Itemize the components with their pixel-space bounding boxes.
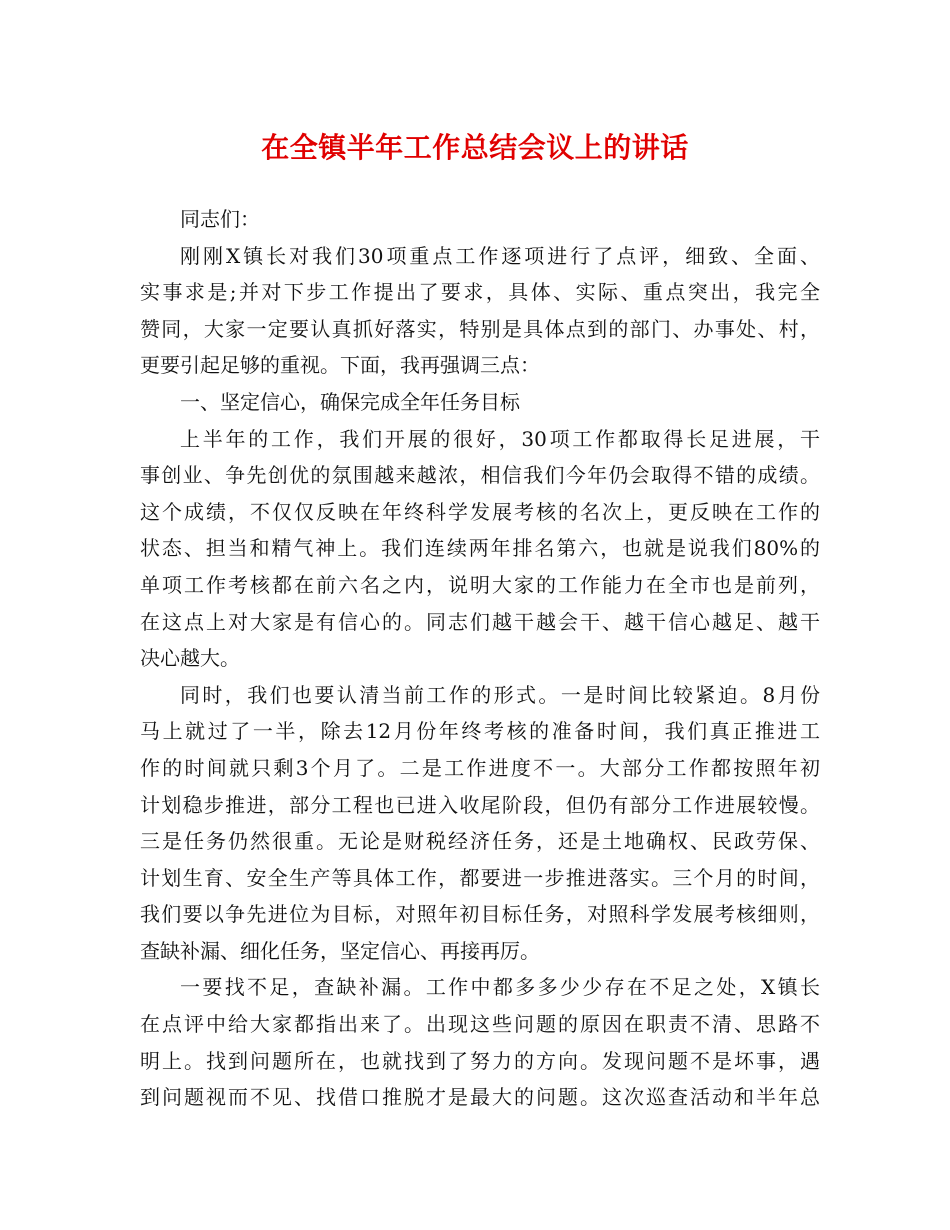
body-line: 我们要以争先进位为目标，对照年初目标任务，对照科学发展考核细则， [140, 902, 820, 927]
body-line: 这个成绩，不仅仅反映在年终科学发展考核的名次上，更反映在工作的 [140, 499, 820, 524]
body-line: 单项工作考核都在前六名之内，说明大家的工作能力在全市也是前列， [140, 572, 820, 597]
body-line: 查缺补漏、细化任务，坚定信心、再接再厉。 [140, 938, 540, 963]
body-line: 一、坚定信心，确保完成全年任务目标 [180, 389, 520, 414]
body-line: 决心越大。 [140, 646, 240, 671]
body-line: 事创业、争先创优的氛围越来越浓，相信我们今年仍会取得不错的成绩。 [140, 463, 820, 488]
body-line: 在点评中给大家都指出来了。出现这些问题的原因在职责不清、思路不 [140, 1012, 820, 1037]
body-line: 计划生育、安全生产等具体工作，都要进一步推进落实。三个月的时间， [140, 865, 820, 890]
body-line: 上半年的工作，我们开展的很好，30项工作都取得长足进展，干 [180, 426, 820, 451]
body-line: 马上就过了一半，除去12月份年终考核的准备时间，我们真正推进工 [140, 719, 820, 744]
body-line: 状态、担当和精气神上。我们连续两年排名第六，也就是说我们80%的 [140, 536, 820, 561]
body-line: 一要找不足，查缺补漏。工作中都多多少少存在不足之处，X镇长 [180, 975, 820, 1000]
body-line: 赞同，大家一定要认真抓好落实，特别是具体点到的部门、办事处、村， [140, 316, 820, 341]
document-title: 在全镇半年工作总结会议上的讲话 [261, 131, 689, 164]
body-line: 明上。找到问题所在，也就找到了努力的方向。发现问题不是坏事，遇 [140, 1048, 820, 1073]
body-line: 到问题视而不见、找借口推脱才是最大的问题。这次巡查活动和半年总 [140, 1085, 820, 1110]
body-line: 作的时间就只剩3个月了。二是工作进度不一。大部分工作都按照年初 [140, 755, 820, 780]
body-line: 计划稳步推进，部分工程也已进入收尾阶段，但仍有部分工作进展较慢。 [140, 792, 820, 817]
body-line: 更要引起足够的重视。下面，我再强调三点： [140, 353, 540, 378]
body-line: 刚刚X镇长对我们30项重点工作逐项进行了点评，细致、全面、 [180, 243, 820, 268]
body-line: 在这点上对大家是有信心的。同志们越干越会干、越干信心越足、越干 [140, 609, 820, 634]
body-line: 实事求是;并对下步工作提出了要求，具体、实际、重点突出，我完全 [140, 280, 820, 305]
body-line: 三是任务仍然很重。无论是财税经济任务，还是土地确权、民政劳保、 [140, 829, 820, 854]
body-line: 同时，我们也要认清当前工作的形式。一是时间比较紧迫。8月份 [180, 682, 820, 707]
body-line: 同志们： [180, 207, 260, 231]
document-body [140, 201, 820, 1116]
